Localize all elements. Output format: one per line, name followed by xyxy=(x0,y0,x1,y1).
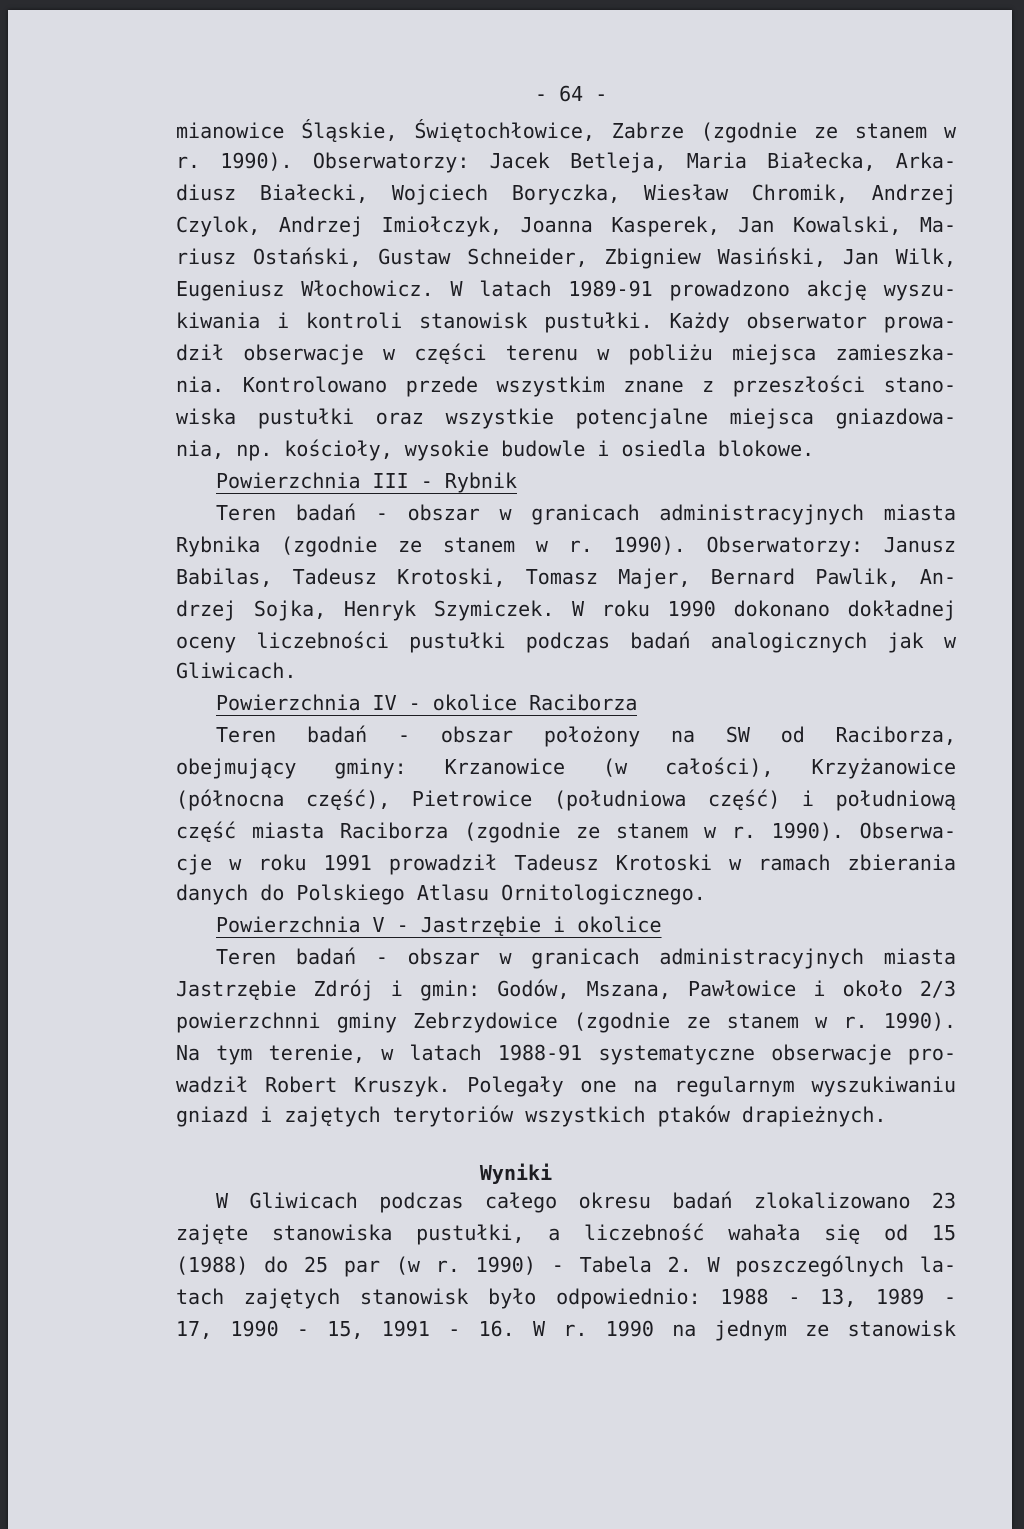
text-line: riusz Ostański, Gustaw Schneider, Zbigniew Wasiński, Jan Wilk, xyxy=(176,245,956,269)
results-heading: Wyniki xyxy=(479,1161,553,1185)
text-line: obejmujący gminy: Krzanowice (w całości), Krzyżanowice xyxy=(176,755,956,779)
paragraph-first-line: W Gliwicach podczas całego okresu badań zlokalizowano 23 xyxy=(216,1189,956,1213)
text-line: diusz Białecki, Wojciech Boryczka, Wiesław Chromik, Andrzej xyxy=(176,181,956,205)
text-line: nia, np. kościoły, wysokie budowle i osiedla blokowe. xyxy=(176,437,815,461)
text-line: (1988) do 25 par (w r. 1990) - Tabela 2. W poszczególnych la- xyxy=(176,1253,956,1277)
text-line: wiska pustułki oraz wszystkie potencjalne miejsca gniazdowa- xyxy=(176,405,956,429)
text-line: 17, 1990 - 15, 1991 - 16. W r. 1990 na jednym ze stanowisk xyxy=(176,1317,956,1341)
paragraph-first-line: Teren badań - obszar w granicach administracyjnych miasta xyxy=(216,501,956,525)
text-line: powierzchnni gminy Zebrzydowice (zgodnie ze stanem w r. 1990). xyxy=(176,1009,956,1033)
text-line: wadził Robert Kruszyk. Polegały one na regularnym wyszukiwaniu xyxy=(176,1073,956,1097)
text-line: Na tym terenie, w latach 1988-91 systematyczne obserwacje pro- xyxy=(176,1041,956,1065)
paragraph-first-line: Teren badań - obszar w granicach administracyjnych miasta xyxy=(216,945,956,969)
section-heading: Powierzchnia III - Rybnik xyxy=(216,469,518,493)
text-line: oceny liczebności pustułki podczas badań analogicznych jak w xyxy=(176,629,956,653)
text-line: zajęte stanowiska pustułki, a liczebność wahała się od 15 xyxy=(176,1221,956,1245)
text-line: Czylok, Andrzej Imiołczyk, Joanna Kasperek, Jan Kowalski, Ma- xyxy=(176,213,956,237)
text-line: danych do Polskiego Atlasu Ornitologicznego. xyxy=(176,881,706,905)
section-heading: Powierzchnia V - Jastrzębie i okolice xyxy=(216,913,662,937)
text-line: nia. Kontrolowano przede wszystkim znane z przeszłości stano- xyxy=(176,373,956,397)
text-line: Jastrzębie Zdrój i gmin: Godów, Mszana, Pawłowice i około 2/3 xyxy=(176,977,956,1001)
section-heading: Powierzchnia IV - okolice Raciborza xyxy=(216,691,638,715)
text-line: Gliwicach. xyxy=(176,659,297,683)
text-line: drzej Sojka, Henryk Szymiczek. W roku 1990 dokonano dokładnej xyxy=(176,597,956,621)
text-line: mianowice Śląskie, Świętochłowice, Zabrze (zgodnie ze stanem w xyxy=(176,119,956,143)
text-line: (północna część), Pietrowice (południowa część) i południową xyxy=(176,787,956,811)
page-number: - 64 - xyxy=(535,82,608,106)
text-line: cje w roku 1991 prowadził Tadeusz Krotoski w ramach zbierania xyxy=(176,851,956,875)
document-page xyxy=(8,10,1012,1529)
text-line: kiwania i kontroli stanowisk pustułki. Każdy obserwator prowa- xyxy=(176,309,956,333)
paragraph-first-line: Teren badań - obszar położony na SW od Raciborza, xyxy=(216,723,956,747)
text-line: Eugeniusz Włochowicz. W latach 1989-91 prowadzono akcję wyszu- xyxy=(176,277,956,301)
text-line: Babilas, Tadeusz Krotoski, Tomasz Majer, Bernard Pawlik, An- xyxy=(176,565,956,589)
text-line: część miasta Raciborza (zgodnie ze stanem w r. 1990). Obserwa- xyxy=(176,819,956,843)
text-line: Rybnika (zgodnie ze stanem w r. 1990). Obserwatorzy: Janusz xyxy=(176,533,956,557)
text-line: tach zajętych stanowisk było odpowiednio: 1988 - 13, 1989 - xyxy=(176,1285,956,1309)
text-line: dził obserwacje w części terenu w pobliżu miejsca zamieszka- xyxy=(176,341,956,365)
text-line: r. 1990). Obserwatorzy: Jacek Betleja, Maria Białecka, Arka- xyxy=(176,149,956,173)
text-line: gniazd i zajętych terytoriów wszystkich ptaków drapieżnych. xyxy=(176,1103,887,1127)
